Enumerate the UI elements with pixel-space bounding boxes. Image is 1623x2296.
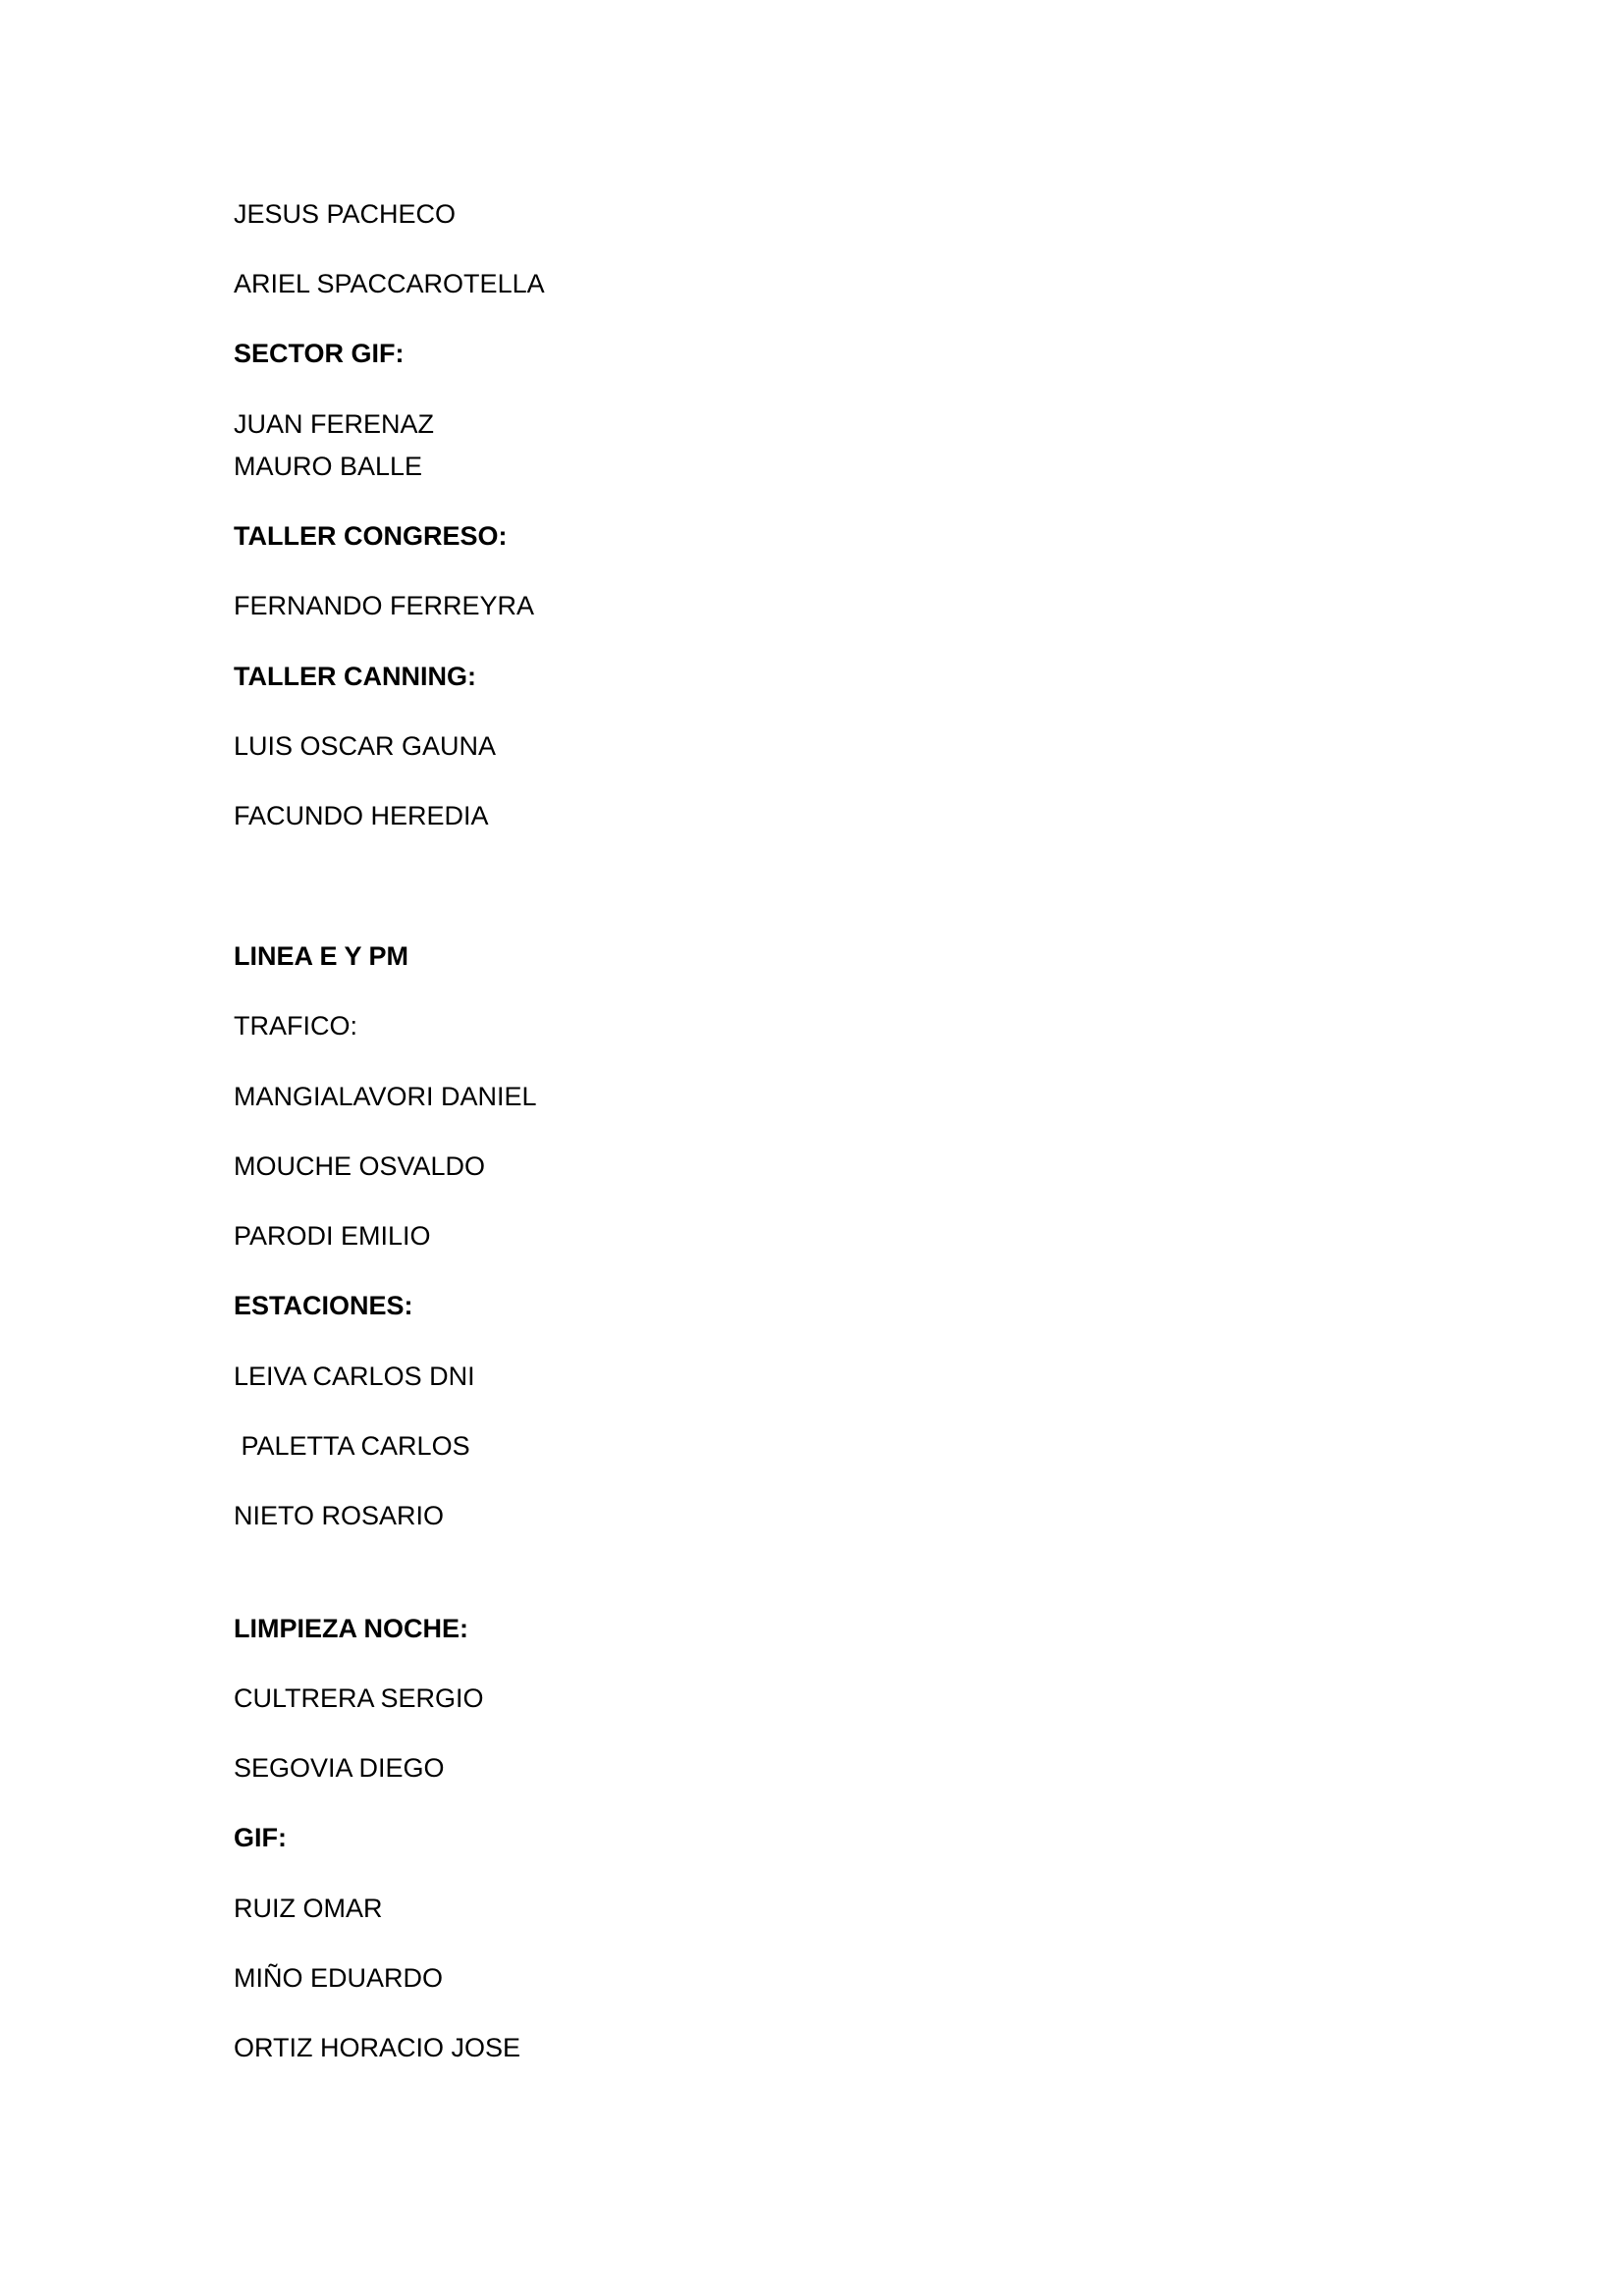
name-line: NIETO ROSARIO <box>234 1501 445 1530</box>
name-line: MAURO BALLE <box>234 452 423 481</box>
section-heading: LIMPIEZA NOCHE: <box>234 1614 468 1643</box>
section-heading: TALLER CANNING: <box>234 662 476 691</box>
name-line: FERNANDO FERREYRA <box>234 591 535 620</box>
name-line: LEIVA CARLOS DNI <box>234 1362 475 1391</box>
section-heading: TALLER CONGRESO: <box>234 521 508 551</box>
name-line: ARIEL SPACCAROTELLA <box>234 269 545 298</box>
subsection-heading: TRAFICO: <box>234 1011 357 1041</box>
name-line: FACUNDO HEREDIA <box>234 801 489 830</box>
name-line: JESUS PACHECO <box>234 199 457 229</box>
section-heading: ESTACIONES: <box>234 1291 413 1320</box>
name-line: PARODI EMILIO <box>234 1221 431 1251</box>
name-line: CULTRERA SERGIO <box>234 1683 484 1713</box>
section-heading: LINEA E Y PM <box>234 941 409 971</box>
name-line: MANGIALAVORI DANIEL <box>234 1082 537 1111</box>
name-line: PALETTA CARLOS <box>234 1431 470 1461</box>
section-heading: SECTOR GIF: <box>234 339 405 368</box>
name-line: JUAN FERENAZ <box>234 409 435 439</box>
name-line: MOUCHE OSVALDO <box>234 1151 486 1181</box>
section-heading: GIF: <box>234 1823 287 1852</box>
name-line: ORTIZ HORACIO JOSE <box>234 2033 521 2062</box>
name-line: SEGOVIA DIEGO <box>234 1753 445 1783</box>
name-line: MIÑO EDUARDO <box>234 1963 444 1993</box>
name-line: RUIZ OMAR <box>234 1894 383 1923</box>
name-line: LUIS OSCAR GAUNA <box>234 731 497 761</box>
